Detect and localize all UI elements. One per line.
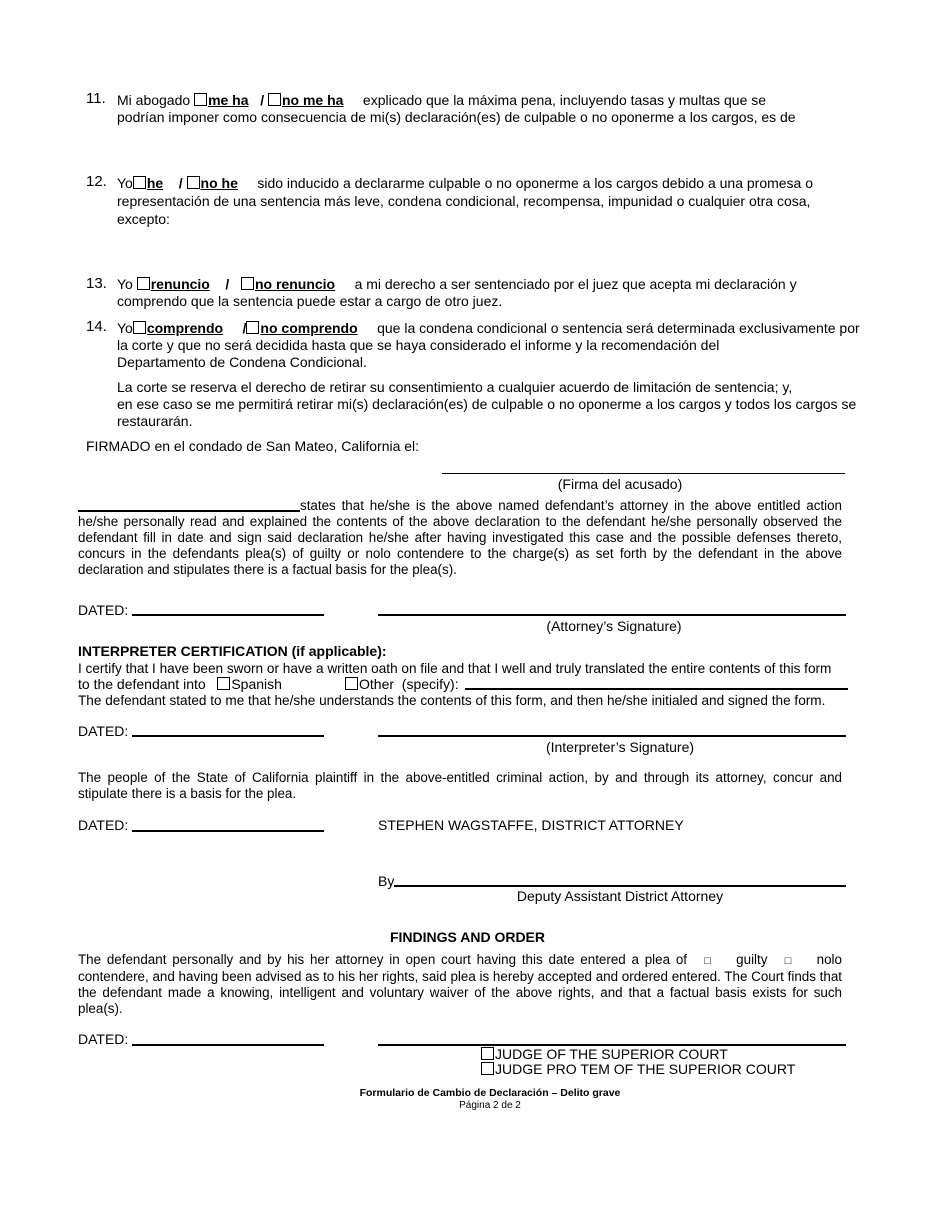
item-14-option-2-checkbox[interactable]	[246, 321, 259, 334]
item-12-option-2-checkbox[interactable]	[187, 176, 200, 189]
dated-label-interpreter: DATED:	[78, 723, 129, 739]
item-13-option-2-checkbox[interactable]	[241, 277, 254, 290]
reserve-line-3: restaurarán.	[117, 413, 193, 429]
findings-heading: FINDINGS AND ORDER	[389, 929, 546, 945]
footer-form-title: Formulario de Cambio de Declaración – Delito grave	[359, 1087, 621, 1099]
item-13-option-1-checkbox[interactable]	[137, 277, 150, 290]
other-language-option	[345, 676, 459, 693]
item-12-line-1	[117, 175, 813, 192]
findings-text-pre: The defendant personally and by his her attorney in open court having this date entered a plea of	[78, 952, 687, 967]
item-13-text: a mi derecho a ser sentenciado por el juez que acepta mi declaración y	[354, 276, 797, 292]
item-12-pre: Yo	[117, 175, 133, 191]
other-language-line[interactable]	[465, 688, 848, 690]
item-13-option-1: renuncio	[150, 276, 210, 292]
judge-pro-tem-checkbox[interactable]	[481, 1062, 494, 1075]
item-11-option-1-checkbox[interactable]	[194, 93, 207, 106]
item-14-pre: Yo	[117, 320, 133, 336]
item-13-line-2: comprendo que la sentencia puede estar a cargo de otro juez.	[117, 293, 503, 309]
item-14-line-3: Departamento de Condena Condicional.	[117, 354, 367, 370]
guilty-label: guilty	[736, 952, 768, 967]
dated-label-da: DATED:	[78, 817, 129, 833]
item-13-line-1	[117, 276, 797, 293]
item-14-option-1: comprendo	[146, 320, 224, 336]
interpreter-into-label: to the defendant into	[78, 676, 206, 692]
people-statement: The people of the State of California plaintiff in the above-entitled criminal action, by and through its attorney, concur and stipulate there is a basis for the plea.	[78, 770, 842, 801]
item-12-option-1: he	[146, 175, 164, 191]
item-12-line-3: excepto:	[117, 211, 170, 227]
item-13-separator: /	[225, 276, 230, 292]
item-12-option-1-checkbox[interactable]	[133, 176, 146, 189]
item-14-separator: /	[242, 320, 247, 336]
item-11-line-1	[117, 92, 766, 109]
item-11-option-2-checkbox[interactable]	[268, 93, 281, 106]
dated-line-interpreter[interactable]	[132, 735, 324, 737]
dated-label-attorney: DATED:	[78, 602, 129, 618]
judge-pro-tem-label: JUDGE PRO TEM OF THE SUPERIOR COURT	[495, 1061, 796, 1077]
nolo-checkbox[interactable]: □	[784, 955, 794, 967]
interpreter-signature-label: (Interpreter’s Signature)	[545, 739, 695, 755]
interpreter-line-1: I certify that I have been sworn or have a written oath on file and that I well and truly translated the entire contents of this form	[78, 661, 832, 676]
item-14-line-2: la corte y que no será decidida hasta que se haya considerado el informe y la recomendación del	[117, 337, 720, 353]
reserve-line-2: en ese caso se me permitirá retirar mi(s) declaración(es) de culpable o no oponerme a los cargos y todos los cargos se	[117, 396, 857, 412]
item-14-number: 14.	[86, 318, 107, 335]
item-11-number: 11.	[86, 90, 106, 107]
item-11-option-1: me ha	[208, 92, 249, 108]
signed-county-line: FIRMADO en el condado de San Mateo, California el:	[86, 438, 420, 454]
findings-text-post: contendere, and having been advised as to his her rights, said plea is hereby accepted and ordered entered. The Court finds that the defendant made a knowing, intelligent and voluntary waiver of the above rights, and that a factual basis exists for such plea(s).	[78, 969, 842, 1016]
defendant-signature-line[interactable]	[442, 473, 845, 474]
other-label: Other	[359, 676, 395, 692]
item-11-line-2: podrían imponer como consecuencia de mi(s) declaración(es) de culpable o no oponerme a los cargos, es de	[117, 109, 796, 125]
item-12-text: sido inducido a declararme culpable o no oponerme a los cargos debido a una promesa o	[257, 175, 814, 191]
item-14-line-1	[117, 320, 860, 337]
item-11-option-2: no me ha	[281, 92, 344, 108]
judge-superior-label: JUDGE OF THE SUPERIOR COURT	[495, 1046, 728, 1062]
item-11-text: explicado que la máxima pena, incluyendo tasas y multas que se	[362, 92, 767, 108]
interpreter-line-2	[78, 676, 282, 693]
judge-pro-tem-option	[481, 1061, 795, 1078]
dated-line-da[interactable]	[132, 830, 324, 832]
interpreter-heading: INTERPRETER CERTIFICATION (if applicable):	[78, 643, 387, 659]
item-13-number: 13.	[86, 275, 107, 292]
reserve-line-1: La corte se reserva el derecho de retirar su consentimiento a cualquier acuerdo de limitación de sentencia; y,	[117, 379, 793, 395]
item-14-option-1-checkbox[interactable]	[133, 321, 146, 334]
item-12-number: 12.	[86, 173, 107, 190]
item-12-line-2: representación de una sentencia más leve, condena condicional, recompensa, impunidad o cualquier otra cosa,	[117, 193, 811, 209]
guilty-checkbox[interactable]: □	[704, 955, 714, 967]
judge-superior-checkbox[interactable]	[481, 1047, 494, 1060]
interpreter-signature-line[interactable]	[378, 735, 846, 737]
dated-label-court: DATED:	[78, 1031, 129, 1047]
footer-page-number: Página 2 de 2	[459, 1100, 521, 1111]
item-13-option-2: no renuncio	[254, 276, 336, 292]
dated-line-court[interactable]	[132, 1044, 324, 1046]
item-14-option-2: no comprendo	[260, 320, 358, 336]
spanish-checkbox[interactable]	[217, 677, 230, 690]
defendant-signature-label: (Firma del acusado)	[557, 476, 683, 492]
findings-text	[78, 952, 842, 1017]
item-12-option-2: no he	[200, 175, 238, 191]
deputy-label: Deputy Assistant District Attorney	[516, 888, 724, 904]
specify-label: (specify):	[401, 676, 459, 692]
item-11-separator: /	[260, 92, 265, 108]
by-label: By	[378, 873, 395, 889]
deputy-signature-line[interactable]	[394, 885, 846, 887]
spanish-label: Spanish	[231, 676, 282, 692]
other-checkbox[interactable]	[345, 677, 358, 690]
interpreter-line-3: The defendant stated to me that he/she understands the contents of this form, and then he/she initialed and signed the form.	[78, 693, 826, 708]
attorney-signature-label: (Attorney’s Signature)	[546, 618, 682, 634]
dated-line-attorney[interactable]	[132, 614, 324, 616]
attorney-statement: states that he/she is the above named defendant’s attorney in the above entitled action he/she personally read and explained the contents of the above declaration to the defendant he/she personally observed the defendant fill in date and sign said declaration he/she after having investigated this case and the possible defenses thereto, concurs in the defendants plea(s) of guilty or nolo contendere to the charge(s) as set forth by the defendant in the above declaration and stipulates there is a factual basis for the plea(s).	[78, 498, 842, 577]
item-14-text: que la condena condicional o sentencia será determinada exclusivamente por	[377, 320, 860, 336]
item-11-pre: Mi abogado	[117, 92, 191, 108]
district-attorney-name: STEPHEN WAGSTAFFE, DISTRICT ATTORNEY	[378, 817, 684, 833]
nolo-label: nolo	[816, 952, 842, 967]
item-12-separator: /	[178, 175, 183, 191]
item-13-pre: Yo	[117, 276, 133, 292]
attorney-signature-line[interactable]	[378, 614, 846, 616]
